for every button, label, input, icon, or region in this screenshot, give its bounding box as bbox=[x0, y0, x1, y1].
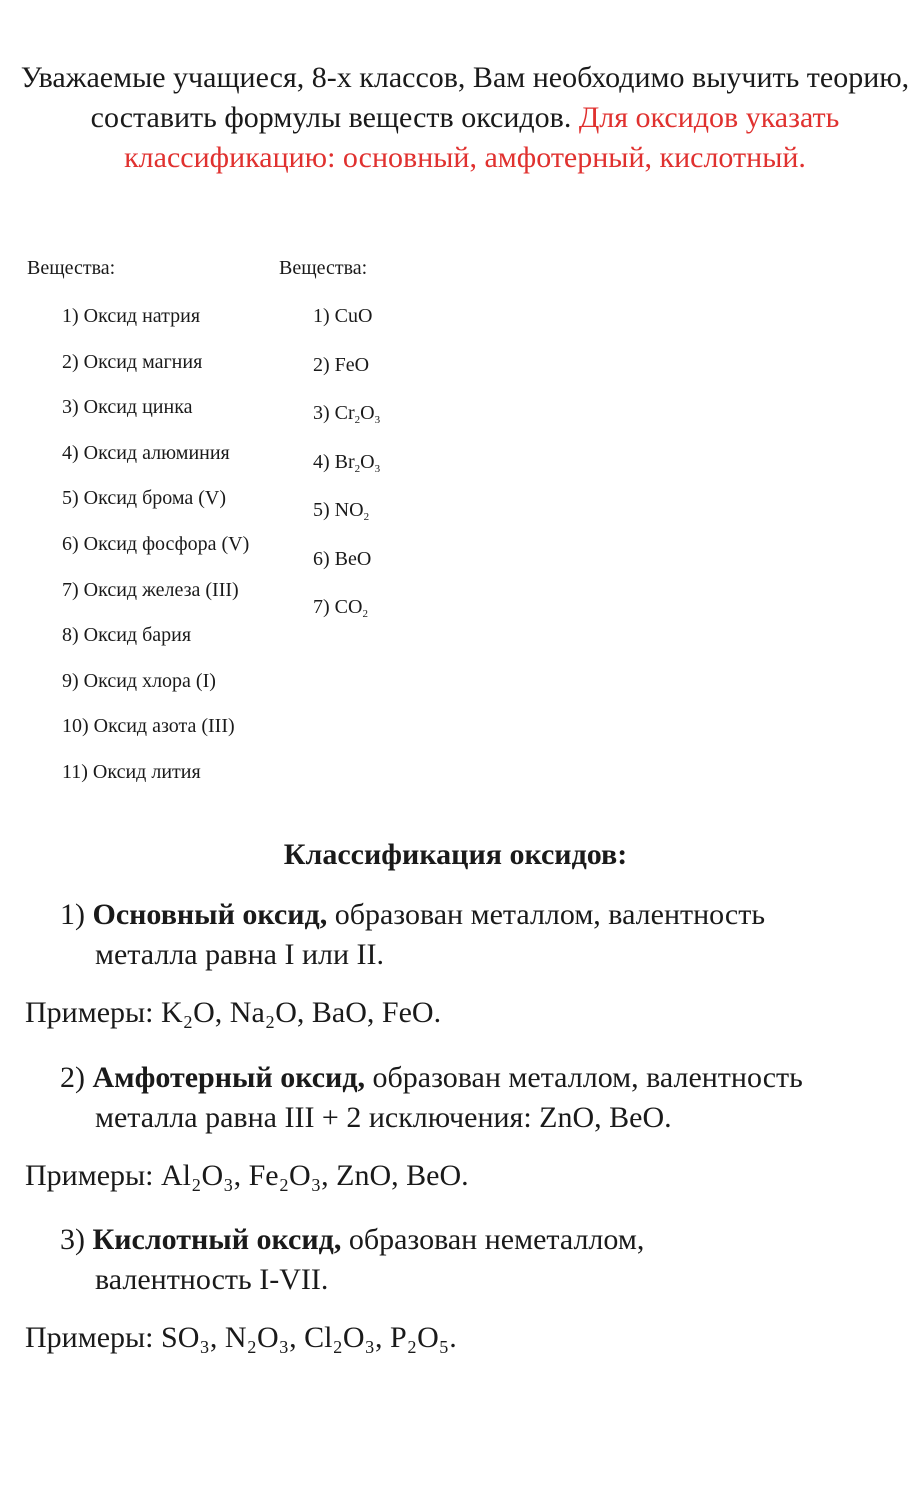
list-item: 4) Оксид алюминия bbox=[62, 441, 230, 464]
list-item: 5) Оксид брома (V) bbox=[62, 487, 227, 510]
acidic-oxide-definition: 3) Кислотный оксид, образован неметаллом, валентность I-VII. bbox=[60, 1223, 645, 1296]
list-item: 4) $Br_2O_3$ bbox=[313, 450, 381, 475]
list-item: 8) Оксид бария bbox=[62, 624, 192, 647]
intro-red: Для оксидов указать классификацию: основный, амфотерный, кислотный. bbox=[124, 101, 840, 174]
list-item: 3) Оксид цинка bbox=[62, 396, 193, 419]
list-item: 2) FeO bbox=[313, 353, 370, 376]
list-item: 1) CuO bbox=[313, 305, 373, 327]
intro-black: Уважаемые учащиеся, 8-х классов, Вам необходимо выучить теорию, составить формулы веществ оксидов. bbox=[20, 61, 910, 134]
intro-text bbox=[20, 58, 910, 178]
substance-names-list bbox=[62, 304, 249, 806]
substances-title-right: Вещества: bbox=[279, 257, 368, 279]
list-item: 10) Оксид азота (III) bbox=[62, 715, 235, 738]
list-item: 2) Оксид магния bbox=[62, 350, 203, 373]
basic-oxide-examples: Примеры: K₂O, Na₂O, BaO, FeO. bbox=[25, 996, 442, 1029]
list-item: 1) Оксид натрия bbox=[62, 305, 201, 327]
list-item: 7) $CO_2$ bbox=[313, 596, 368, 620]
list-item: 5) $NO_2$ bbox=[313, 499, 370, 523]
list-item: 9) Оксид хлора (I) bbox=[62, 669, 216, 692]
list-item: 11) Оксид лития bbox=[62, 760, 201, 783]
formula-list bbox=[313, 304, 380, 644]
list-item: 7) Оксид железа (III) bbox=[62, 578, 239, 601]
classification-title: Классификация оксидов: bbox=[283, 838, 628, 871]
acidic-oxide-examples: Примеры: SO₃, N₂O₃, Cl₂O₃, P₂O₅. bbox=[25, 1321, 457, 1354]
substances-title-left: Вещества: bbox=[27, 257, 116, 279]
list-item: 6) Оксид фосфора (V) bbox=[62, 532, 250, 555]
amphoteric-oxide-examples: Примеры: Al₂O₃, Fe₂O₃, ZnO, BeO. bbox=[25, 1159, 469, 1192]
basic-oxide-definition: 1) Основный оксид, образован металлом, валентность металла равна I или II. bbox=[60, 898, 766, 971]
list-item: 6) BeO bbox=[313, 547, 372, 570]
list-item: 3) $Cr_2O_3$ bbox=[313, 402, 381, 426]
basic-oxide-name: Основный оксид, bbox=[92, 898, 328, 931]
amphoteric-oxide-name: Амфотерный оксид, bbox=[92, 1061, 366, 1094]
amphoteric-oxide-definition: 2) Амфотерный оксид, образован металлом, валентность металла равна III + 2 исключения: ZnO, BeO. bbox=[60, 1061, 803, 1134]
acidic-oxide-name: Кислотный оксид, bbox=[92, 1223, 342, 1256]
